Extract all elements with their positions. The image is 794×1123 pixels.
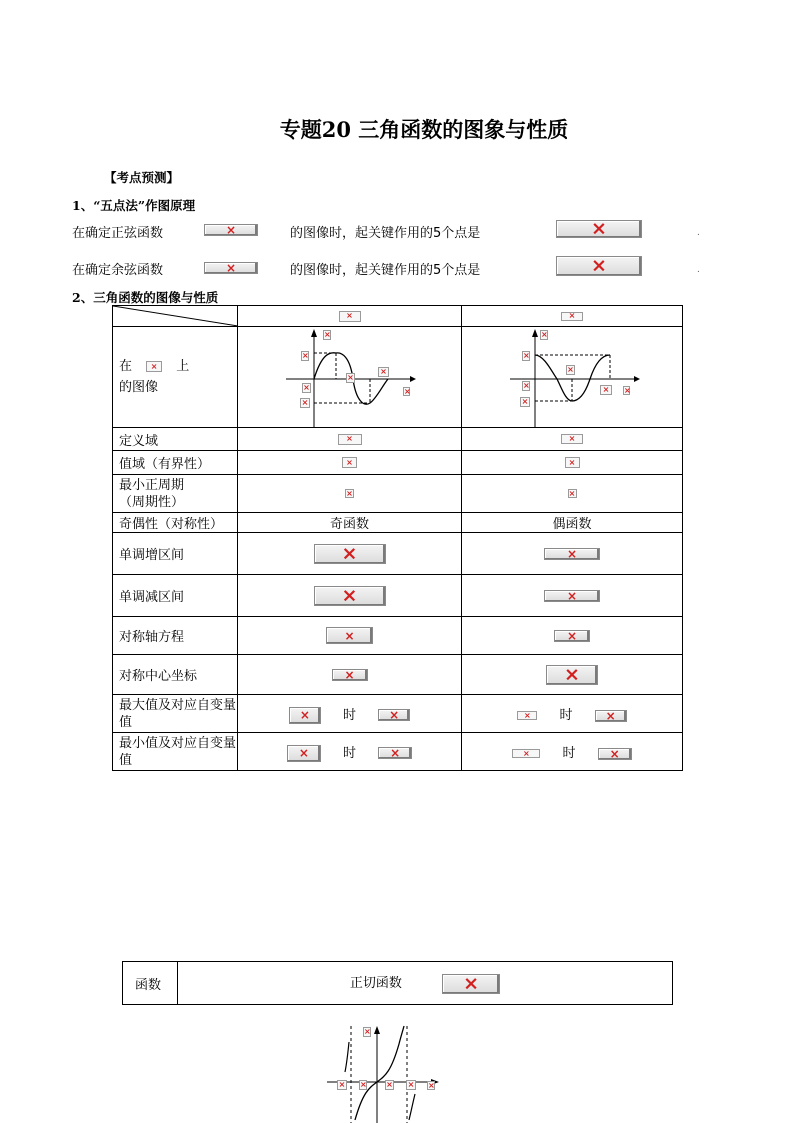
- broken-image-icon: [544, 590, 600, 602]
- broken-image-icon: [403, 387, 410, 396]
- table-row: 对称中心坐标 × ×: [113, 655, 683, 695]
- tangent-table: [122, 961, 673, 1005]
- broken-image-icon: [302, 383, 311, 393]
- tangent-table-row: [123, 962, 673, 1005]
- broken-image-icon: [427, 1081, 435, 1090]
- trailing-dot: .: [697, 228, 700, 238]
- broken-image-icon: [595, 710, 627, 722]
- broken-image-icon: [289, 707, 321, 724]
- properties-table: [112, 305, 683, 771]
- tangent-value: 正切函数: [349, 976, 402, 992]
- cosine-graph-cell: [462, 327, 683, 428]
- broken-image-icon: [332, 669, 368, 681]
- broken-image-icon: [442, 974, 500, 994]
- broken-image-icon: [204, 224, 258, 236]
- table-row: 单调增区间 × ×: [113, 533, 683, 575]
- diagonal-header-cell: [113, 306, 238, 327]
- broken-image-icon: [342, 457, 357, 468]
- section-label: 【考点预测】: [104, 170, 180, 185]
- broken-image-icon: [345, 489, 354, 498]
- broken-image-icon: [337, 1080, 347, 1090]
- broken-image-icon: [522, 351, 530, 361]
- table-row: 最小值及对应自变量值 × 时 × × 时 ×: [113, 733, 683, 771]
- broken-image-icon: [339, 311, 361, 322]
- cosine-graph-icon: [462, 327, 683, 427]
- graph-row: [113, 327, 683, 428]
- broken-image-icon: [378, 747, 412, 759]
- broken-image-icon: [512, 749, 540, 758]
- broken-image-icon: [520, 397, 530, 407]
- broken-image-icon: [546, 665, 598, 685]
- broken-image-icon: [323, 330, 331, 340]
- tangent-graph-icon: [325, 1022, 445, 1123]
- trailing-dot: .: [697, 265, 700, 275]
- broken-image-icon: [623, 386, 630, 395]
- broken-image-icon: [566, 365, 575, 375]
- table-row: 最大值及对应自变量值 × 时 × × 时 ×: [113, 695, 683, 733]
- sine-line-prefix: 在确定正弦函数: [72, 226, 164, 241]
- broken-image-icon: [544, 548, 600, 560]
- page-title: 专题20 三角函数的图象与性质: [279, 117, 569, 142]
- broken-image-icon: [565, 457, 580, 468]
- point2-heading: 2、三角函数的图像与性质: [72, 290, 219, 305]
- broken-image-icon: [554, 630, 590, 642]
- broken-image-icon: [300, 398, 310, 408]
- table-row: 值域（有界性） × ×: [113, 451, 683, 475]
- broken-image-icon: [556, 220, 642, 238]
- broken-image-icon: [600, 385, 612, 395]
- broken-image-icon: [359, 1080, 367, 1090]
- broken-image-icon: [522, 381, 530, 391]
- point1-heading: 1、“五点法”作图原理: [72, 198, 196, 213]
- broken-image-icon: [378, 709, 410, 721]
- cosine-line-prefix: 在确定余弦函数: [72, 263, 164, 278]
- table-row: 奇偶性（对称性） 奇函数 偶函数: [113, 513, 683, 533]
- broken-image-icon: [314, 586, 386, 606]
- broken-image-icon: [378, 367, 389, 377]
- broken-image-icon: [338, 434, 362, 445]
- table-header-row: [113, 306, 683, 327]
- broken-image-icon: [346, 373, 355, 383]
- table-row: 定义域 × ×: [113, 428, 683, 451]
- tangent-label: 函数: [123, 962, 178, 1005]
- sine-graph-cell: [238, 327, 462, 428]
- broken-image-icon: [406, 1080, 416, 1090]
- sine-header-cell: [238, 306, 462, 327]
- graph-row-label: 在 × 上 的图像: [113, 327, 238, 428]
- table-row: 最小正周期 （周期性） × ×: [113, 475, 683, 513]
- broken-image-icon: [314, 544, 386, 564]
- broken-image-icon: [301, 351, 309, 361]
- broken-image-icon: [363, 1027, 371, 1037]
- broken-image-icon: [561, 312, 583, 321]
- broken-image-icon: [561, 434, 583, 444]
- broken-image-icon: [598, 748, 632, 760]
- broken-image-icon: [556, 256, 642, 276]
- broken-image-icon: [204, 262, 258, 274]
- table-row: 单调减区间 × ×: [113, 575, 683, 617]
- broken-image-icon: [146, 361, 162, 372]
- cosine-header-cell: [462, 306, 683, 327]
- broken-image-icon: [517, 711, 537, 720]
- broken-image-icon: [568, 489, 577, 498]
- broken-image-icon: [540, 330, 548, 340]
- broken-image-icon: [385, 1080, 394, 1090]
- broken-image-icon: [326, 627, 373, 644]
- cosine-line-suffix: 的图像时，起关键作用的5个点是: [290, 263, 481, 278]
- broken-image-icon: [287, 745, 321, 762]
- sine-line-suffix: 的图像时，起关键作用的5个点是: [290, 226, 481, 241]
- table-row: 对称轴方程 × ×: [113, 617, 683, 655]
